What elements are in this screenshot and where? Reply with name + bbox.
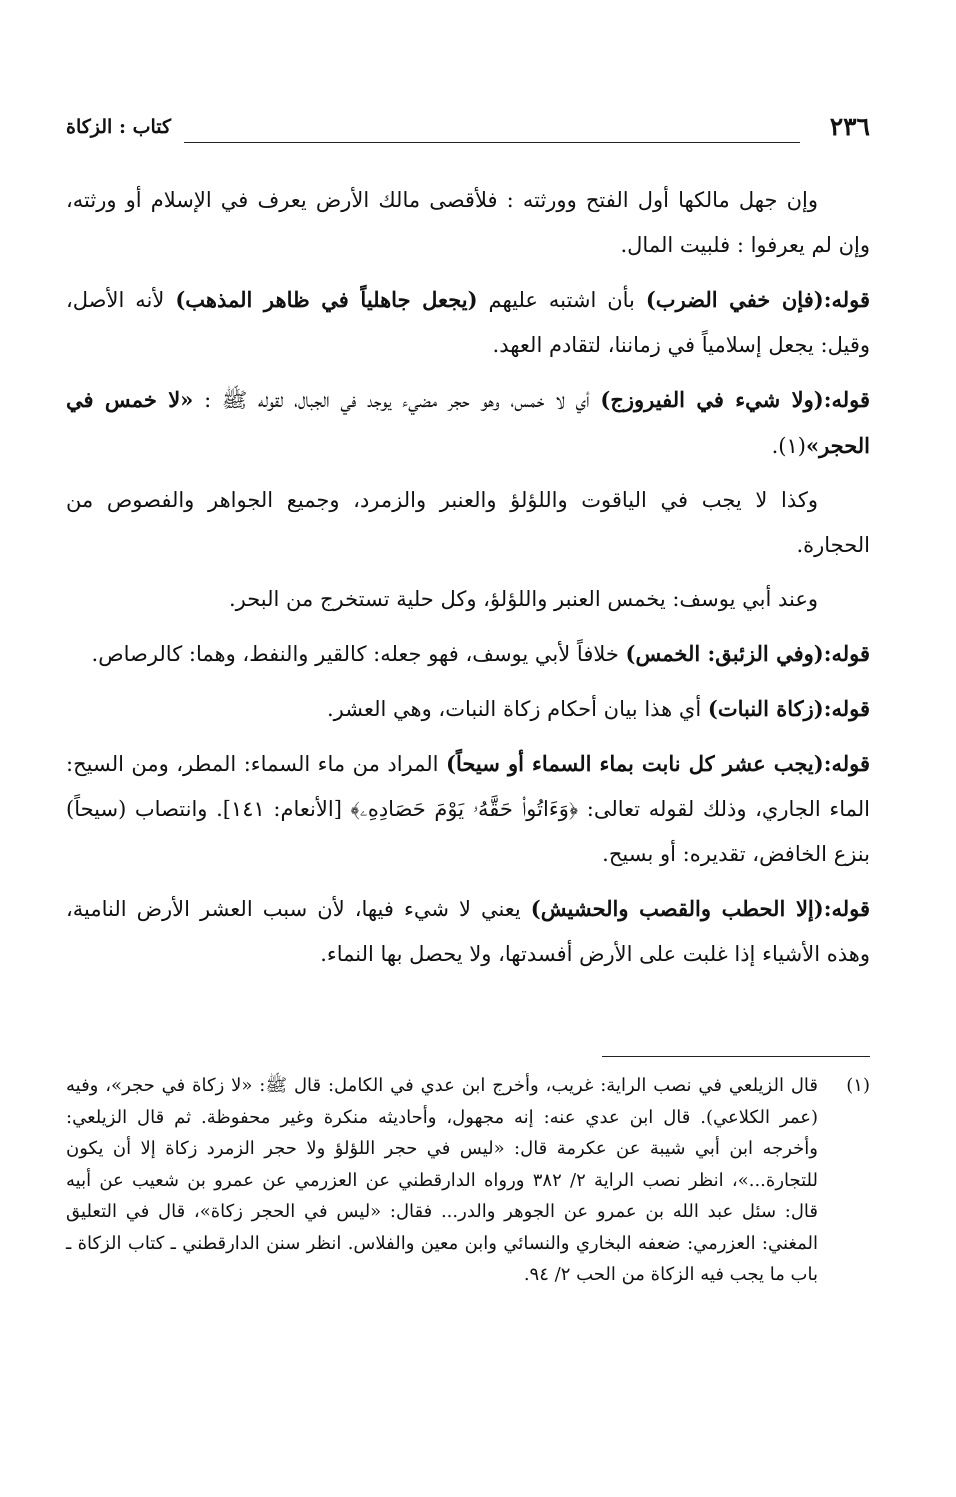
paragraph-text: وعند أبي يوسف: يخمس العنبر واللؤلؤ، وكل حلية تستخرج من البحر. [228, 587, 818, 611]
paragraph-text: يعني لا شيء فيها، لأن سبب العشر الأرض النامية، وهذه الأشياء إذا غلبت على الأرض أفسدتها، ولا يحصل بها النماء. [66, 897, 870, 966]
page-number: ٢٣٦ [829, 112, 870, 141]
footnote-text: قال الزيلعي في نصب الراية: غريب، وأخرج ابن عدي في الكامل: قال ﷺ: «لا زكاة في حجر»، وفيه (عمر الكلاعي). قال ابن عدي عنه: إنه مجهول، وأحاديثه منكرة وغير محفوظة. ثم قال الزيلعي: وأخرجه ابن أبي شيبة عن عكرمة قال: «ليس في حجر اللؤلؤ ولا حجر الزمرد زكاة إلا أن يكون للتجارة...»، انظر نصب الراية ٢/ ٣٨٢ ورواه الدارقطني عن العزرمي عن عمرو بن شعيب عن أبيه قال: سئل عبد الله بن عمرو عن الجوهر والدر... فقال: «ليس في الحجر زكاة»، قال في التعليق المغني: العزرمي: ضعفه البخاري والنسائي وابن معين والفلاس. انظر سنن الدارقطني ـ كتاب الزكاة ـ باب ما يجب فيه الزكاة من الحب ٢/ ٩٤. [66, 1075, 818, 1285]
paragraph [66, 478, 870, 568]
paragraph [66, 886, 870, 977]
commentary-label: قوله: [823, 696, 870, 721]
paragraph-text: [الأنعام: ١٤١]. وانتصاب (سيحاً) بنزع الخافض، تقديره: أو بسيح. [66, 797, 870, 866]
quran-verse: ﴿وَءَاتُوا۟ حَقَّهُۥ يَوْمَ حَصَادِهِۦ﴾ [350, 797, 579, 821]
paragraph-text: أي هذا بيان أحكام زكاة النبات، وهي العشر. [326, 697, 708, 721]
paragraph [66, 631, 870, 677]
paragraph [66, 686, 870, 732]
main-text [66, 178, 870, 986]
paragraph [66, 577, 870, 622]
paragraph [66, 178, 870, 268]
quoted-matn: (إلا الحطب والقصب والحشيش) [530, 896, 824, 921]
footnote [66, 1070, 870, 1291]
page-header [66, 112, 870, 146]
quoted-matn: (زكاة النبات) [707, 696, 824, 721]
paragraph-text: بأن اشتبه عليهم [477, 288, 646, 312]
commentary-label: قوله: [823, 641, 870, 666]
hadith-quote: «لا خمس في الحجر» [66, 387, 870, 458]
paragraph-text: المراد من ماء السماء: المطر، ومن السيح: الماء الجاري، وذلك لقوله تعالى: [66, 752, 870, 821]
paragraph [66, 377, 870, 469]
paragraph-text: لأنه الأصل، وقيل: يجعل إسلامياً في زماننا، لتقادم العهد. [66, 288, 870, 357]
header-rule [184, 142, 800, 143]
paragraph [66, 741, 870, 877]
paragraph-text: وإن جهل مالكها أول الفتح وورثته : فلأقصى مالك الأرض يعرف في الإسلام أو ورثته، وإن لم يعرفوا : فلبيت المال. [66, 188, 870, 257]
quoted-matn: (وفي الزئبق: الخمس) [625, 641, 824, 666]
commentary-label: قوله: [823, 287, 870, 312]
paragraph-text: خلافاً لأبي يوسف، فهو جعله: كالقير والنفط، وهما: كالرصاص. [91, 642, 626, 666]
commentary-label: قوله: [823, 896, 870, 921]
paragraph [66, 277, 870, 368]
commentary-label: قوله: [823, 751, 870, 776]
footnote-separator [602, 1056, 870, 1057]
quoted-matn: (ولا شيء في الفيروزج) [600, 387, 824, 412]
commentary-label: قوله: [823, 387, 870, 412]
footnote-number: (١) [846, 1075, 870, 1096]
quoted-matn: (فإن خفي الضرب) [645, 287, 824, 312]
footnote-ref: (١). [771, 434, 806, 458]
paragraph-text: أي لا خمس، وهو حجر مضيء يوجد في الجبال، لقوله ﷺ : [193, 388, 601, 412]
running-title: كتاب : الزكاة [66, 116, 172, 138]
paragraph-text: وكذا لا يجب في الياقوت واللؤلؤ والعنبر والزمرد، وجميع الجواهر والفصوص من الحجارة. [66, 488, 870, 557]
quoted-matn: (يجب عشر كل نابت بماء السماء أو سيحاً) [446, 751, 824, 776]
quoted-matn: (يجعل جاهلياً في ظاهر المذهب) [175, 287, 478, 312]
